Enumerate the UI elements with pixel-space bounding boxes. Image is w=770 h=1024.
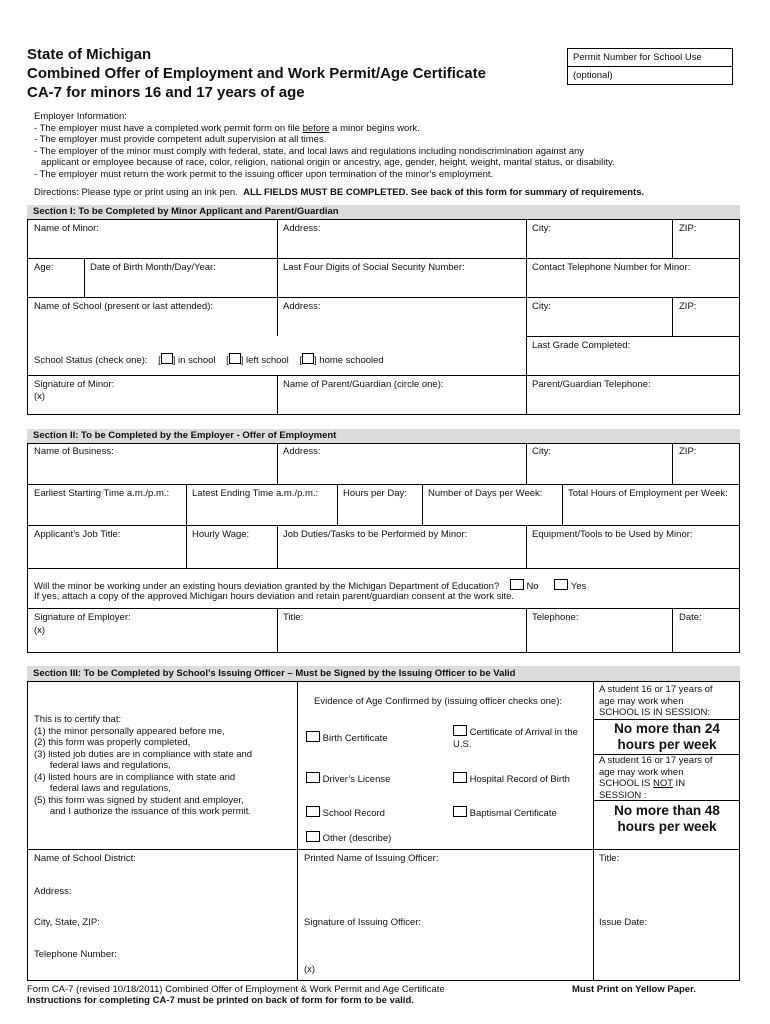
end-time-label[interactable]: Latest Ending Time a.m./p.m.:: [192, 488, 319, 499]
employer-info-line4: applicant or employee because of race, color, religion, national origin or ancestry, age, gender, height, weight, marital status, or disability.: [41, 157, 615, 168]
hourly-wage-label[interactable]: Hourly Wage:: [192, 529, 250, 540]
school-record-checkbox[interactable]: [306, 806, 320, 817]
minor-address-label[interactable]: Address:: [283, 223, 321, 234]
in-school-checkbox[interactable]: [161, 353, 173, 364]
school-city-label[interactable]: City:: [532, 301, 551, 312]
certify-item: federal laws and regulations,: [34, 760, 171, 771]
employer-info-line2: - The employer must provide competent adult supervision at all times.: [34, 134, 327, 145]
certify-item: (2) this form was properly completed,: [34, 737, 191, 748]
evidence-baptismal: Baptismal Certificate: [453, 806, 557, 820]
deviation-note: If yes, attach a copy of the approved Michigan hours deviation and retain parent/guardian consent at the work site.: [34, 591, 515, 602]
dob-label[interactable]: Date of Birth Month/Day/Year:: [90, 262, 216, 273]
arrival-cert-checkbox[interactable]: [453, 725, 467, 736]
job-title-label[interactable]: Applicant’s Job Title:: [34, 529, 121, 540]
school-status-row: School Status (check one): [ ] in school [ ] left school [ ] home schooled: [34, 355, 384, 366]
evidence-heading: Evidence of Age Confirmed by (issuing officer checks one):: [314, 696, 563, 707]
in-session-limit: No more than 24 hours per week: [614, 721, 720, 752]
deviation-yes-checkbox[interactable]: [554, 579, 568, 590]
footer-instructions: Instructions for completing CA-7 must be printed on back of form for form to be valid.: [27, 995, 414, 1006]
footer-form-id: Form CA-7 (revised 10/18/2011) Combined Offer of Employment & Work Permit and Age Certificate: [27, 984, 445, 995]
evidence-school-record: School Record: [306, 806, 385, 820]
school-zip-label[interactable]: ZIP:: [679, 301, 697, 312]
other-checkbox[interactable]: [306, 831, 320, 842]
ssn-label[interactable]: Last Four Digits of Social Security Number:: [283, 262, 465, 273]
not-session-limit: No more than 48 hours per week: [614, 803, 720, 834]
deviation-no-label: No: [526, 581, 539, 592]
form-title-main: Combined Offer of Employment and Work Permit/Age Certificate: [27, 65, 486, 82]
contact-phone-label[interactable]: Contact Telephone Number for Minor:: [532, 262, 691, 273]
certify-item: (4) listed hours are in compliance with state and: [34, 771, 236, 783]
employer-title-label[interactable]: Title:: [283, 612, 304, 623]
section3-heading: Section III: To be Completed by School’s Issuing Officer – Must be Signed by the Issuing Officer to be Valid: [27, 666, 740, 681]
parent-phone-label[interactable]: Parent/Guardian Telephone:: [532, 379, 651, 390]
evidence-arrival-cert: Certificate of Arrival in the U.S.: [453, 727, 578, 750]
hours-per-day-label[interactable]: Hours per Day:: [343, 488, 407, 499]
section1-heading: Section I: To be Completed by Minor Applicant and Parent/Guardian: [27, 205, 740, 219]
business-zip-label[interactable]: ZIP:: [679, 446, 697, 457]
employer-info-line3: - The employer of the minor must comply with federal, state, and local laws and regulations including nondiscrimination against any: [34, 145, 585, 157]
section2-heading: Section II: To be Completed by the Employer - Offer of Employment: [27, 429, 740, 443]
permit-optional-label: (optional): [573, 70, 613, 81]
not-session-note: A student 16 or 17 years of age may work when SCHOOL IS NOT IN SESSION :: [599, 755, 713, 801]
signature-employer-label[interactable]: Signature of Employer:: [34, 612, 131, 623]
business-address-label[interactable]: Address:: [283, 446, 321, 457]
district-telephone-label[interactable]: Telephone Number:: [34, 949, 117, 960]
equipment-label[interactable]: Equipment/Tools to be Used by Minor:: [532, 529, 693, 540]
home-schooled-label: home schooled: [319, 355, 384, 366]
printed-name-label[interactable]: Printed Name of Issuing Officer:: [304, 853, 439, 864]
employer-info-line5: - The employer must return the work permit to the issuing officer upon termination of the minor’s employment.: [34, 168, 494, 180]
signature-minor-x: (x): [34, 391, 46, 402]
employer-info-heading: Employer Information:: [34, 111, 127, 122]
city-state-zip-label[interactable]: City, State, ZIP:: [34, 917, 100, 928]
employer-info-line1: - The employer must have a completed work permit form on file before a minor begins work.: [34, 122, 420, 134]
signature-officer-x: (x): [304, 964, 316, 975]
age-label[interactable]: Age:: [34, 262, 54, 273]
in-session-note: A student 16 or 17 years of age may work when SCHOOL IS IN SESSION:: [599, 684, 713, 718]
business-city-label[interactable]: City:: [532, 446, 551, 457]
baptismal-checkbox[interactable]: [453, 806, 467, 817]
start-time-label[interactable]: Earliest Starting Time a.m./p.m.:: [34, 488, 170, 499]
permit-number-label: Permit Number for School Use: [573, 52, 702, 63]
drivers-license-checkbox[interactable]: [306, 772, 320, 783]
employer-date-label[interactable]: Date:: [679, 612, 702, 623]
section2-table: [27, 443, 740, 653]
deviation-no-checkbox[interactable]: [510, 579, 524, 590]
signature-officer-label[interactable]: Signature of Issuing Officer:: [304, 917, 422, 928]
evidence-drivers-license: Driver’s License: [306, 772, 390, 786]
employer-information: [34, 111, 615, 180]
days-per-week-label[interactable]: Number of Days per Week:: [428, 488, 543, 499]
certify-item: federal laws and regulations,: [34, 783, 171, 794]
certify-item: (5) this form was signed by student and employer,: [34, 794, 244, 806]
form-title-sub: CA-7 for minors 16 and 17 years of age: [27, 84, 305, 101]
last-grade-label[interactable]: Last Grade Completed:: [532, 340, 631, 351]
hospital-record-checkbox[interactable]: [453, 772, 467, 783]
home-schooled-checkbox[interactable]: [302, 353, 314, 364]
form-title-state: State of Michigan: [27, 46, 152, 63]
certify-list: [34, 726, 252, 818]
in-school-label: in school: [178, 355, 216, 366]
total-hours-label[interactable]: Total Hours of Employment per Week:: [568, 488, 728, 499]
minor-zip-label[interactable]: ZIP:: [679, 223, 697, 234]
deviation-yes-label: Yes: [570, 581, 587, 592]
signature-employer-x: (x): [34, 625, 46, 636]
issue-date-label[interactable]: Issue Date:: [599, 917, 648, 928]
evidence-other: Other (describe): [306, 831, 391, 845]
certify-block: [34, 714, 252, 818]
directions: Directions: Please type or print using an ink pen. ALL FIELDS MUST BE COMPLETED. See back of this form for summary of requirements.: [34, 187, 645, 198]
left-school-label: left school: [246, 355, 289, 366]
district-address-label[interactable]: Address:: [34, 886, 72, 897]
parent-name-label[interactable]: Name of Parent/Guardian (circle one):: [283, 379, 444, 390]
name-of-minor-label[interactable]: Name of Minor:: [34, 223, 99, 234]
certify-item: and I authorize the issuance of this work permit.: [34, 806, 252, 817]
officer-title-label[interactable]: Title:: [599, 853, 620, 864]
minor-city-label[interactable]: City:: [532, 223, 551, 234]
business-name-label[interactable]: Name of Business:: [34, 446, 114, 457]
evidence-birth-certificate: Birth Certificate: [306, 731, 388, 745]
birth-certificate-checkbox[interactable]: [306, 731, 320, 742]
certify-item: (3) listed job duties are in compliance with state and: [34, 748, 253, 760]
certify-item: (1) the minor personally appeared before me,: [34, 725, 225, 737]
left-school-checkbox[interactable]: [229, 353, 241, 364]
certify-heading: This is to certify that:: [34, 714, 122, 725]
school-name-label[interactable]: Name of School (present or last attended):: [34, 301, 214, 312]
signature-minor-label[interactable]: Signature of Minor:: [34, 379, 115, 390]
employer-telephone-label[interactable]: Telephone:: [532, 612, 579, 623]
footer-yellow-paper: Must Print on Yellow Paper.: [572, 984, 696, 995]
school-district-label[interactable]: Name of School District:: [34, 853, 136, 864]
job-duties-label[interactable]: Job Duties/Tasks to be Performed by Minor:: [283, 529, 468, 540]
evidence-hospital-record: Hospital Record of Birth: [453, 772, 570, 786]
school-address-label[interactable]: Address:: [283, 301, 321, 312]
school-status-label: School Status (check one):: [34, 355, 148, 366]
deviation-question: Will the minor be working under an existing hours deviation granted by the Michigan Department of Education?: [34, 581, 500, 592]
